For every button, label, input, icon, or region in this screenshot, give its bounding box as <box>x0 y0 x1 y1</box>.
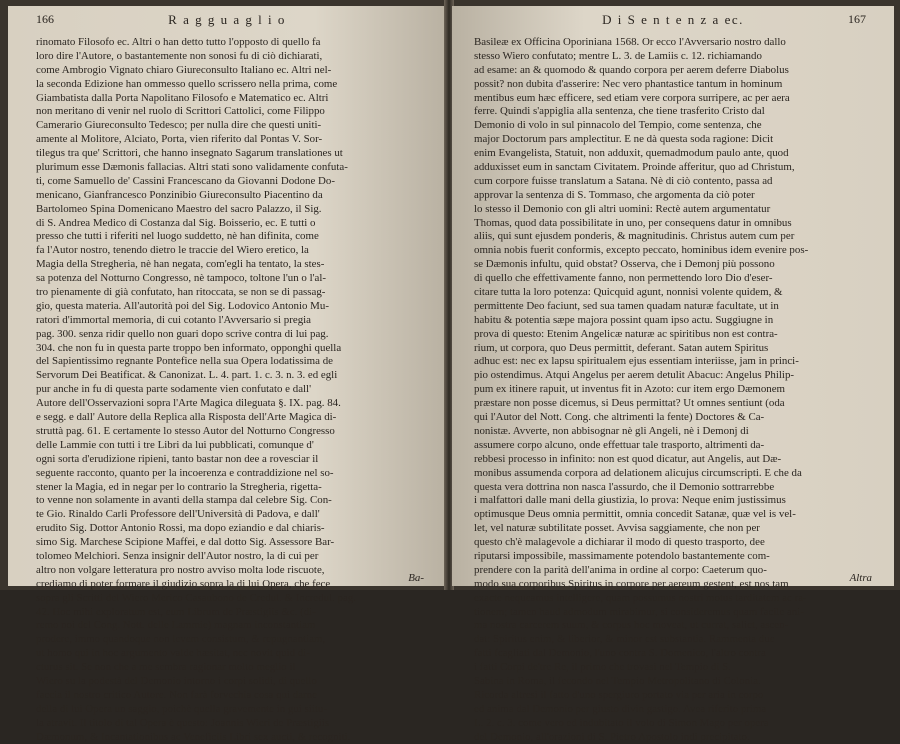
text-line: i malfattori dalle mani della giustizia, lo prova: Neque enim justissimus <box>474 494 786 507</box>
text-line: questa vera dottrina non nasca l'assurdo, che il Demonio sottrarrebbe <box>474 480 775 493</box>
text-line: della di lui Opera un saggio, poichè quella gravemente in gui siitu- <box>36 702 327 715</box>
text-line: erudito Sig. Dottor Antonio Rossi, ma dopo eziandio e dal chiaris- <box>36 522 325 535</box>
text-line: plurimum esse Dæmonis fallacias. Altri stati sono validamente confuta- <box>36 161 348 174</box>
text-line: Bartolomeo Spina Domenicano Maestro del sacro Palazzo, il Sig. <box>36 202 322 215</box>
left-page <box>8 6 446 743</box>
left-page-header <box>8 12 446 28</box>
text-line: la seconda Edizione han ommesso quello scrissero nella prima, come <box>36 77 338 90</box>
text-line: nonistæ. Avverte, non abbisognar nè gli Angeli, nè i Demonj di <box>474 424 749 437</box>
text-line: adduxisset eum in sanctam Civitatem. Proinde afferitur, quo ad Christum, <box>474 161 795 174</box>
text-line: cturus sit. Se non che a me sembra ragionar molto meglio il <box>36 661 296 674</box>
text-line: struttà pag. 61. E certamente lo stesso Autor del Notturno Congresso <box>36 424 335 437</box>
left-running-title: R a g g u a g l i o <box>168 12 286 27</box>
text-line: di S. Andrea Medico di Costanza dal Sig. Boisserio, ec. E tutti o <box>36 216 316 229</box>
text-line: loro dire l'Autore, o bastantemente non sonosi fu di ciò dichiarati, <box>36 49 323 62</box>
text-line: L. 2. c. 3. come vero ed indubitato il volo di Simon Mago per opera <box>474 716 769 729</box>
text-line: pum ex itinere rapuit, ut inventus fit in Azoto: cur item ergo Dæmonem <box>474 383 786 396</box>
text-line: let, vel naturæ subtilitate posset. Avvisa saggiamente, che non per <box>474 522 760 535</box>
text-line: i fatti Corpi de'tre Re, il primo che trovasi nel Tempio di S. <box>474 661 731 674</box>
text-line: fa l'Autor nostro, tenendo dietro le traccie del Wiero eretico, la <box>36 244 309 257</box>
text-line: seguente racconto, quanto per la incoerenza e contraddizione nel so- <box>36 466 334 479</box>
text-line: prodere, immo quandoque non levem consistum, & repugnantiam, <box>36 633 326 646</box>
text-line: Autore dell'Osservazioni sopra l'Arte Magica dileguata §. IX. pag. 84. <box>36 397 341 410</box>
text-line: adhuc est: nec ex lapsu spiritualem ejus essentiam interiisse, jam in princi- <box>474 355 799 368</box>
text-line: non meritano di venir nel ruolo di Scrittori Cattolici, come Filippo <box>36 105 325 118</box>
right-running-title: D i S e n t e n z a ec. <box>602 12 744 27</box>
text-line: la atravit. Il titolo di tal Opera è questo: Joannis Wieri de Præstigiis <box>36 716 330 729</box>
text-line: enim Evangelista, Statuit, non adduxit, quemadmodum paulo ante, quod <box>474 147 789 160</box>
text-line: fatti fcagliati dal Demonio, l'uno contra S. Domenico, l'altro contra <box>474 647 766 660</box>
text-line: Sabina in Roma, il fecondo nel Tempio Metropolitano di Colonia. <box>474 674 761 687</box>
text-line: rebbesi processo in infinito: non est quod dicatur, aut Angelis, aut Dæ- <box>474 452 782 465</box>
text-line: dat: Spiritus enim, & liberior, & minor est substantia. Rammenta due <box>474 633 775 646</box>
right-page-header <box>452 12 894 28</box>
text-line: possit? non dubita d'asserire: Nec vero phantastice tantum in hominum <box>474 77 783 90</box>
text-line: di quello che effettivamente fanno, non permettendo loro Dio d'eser- <box>474 272 773 285</box>
text-line: remo noi del Cong. Nott. delle Lammie) magnam inconstantiam <box>36 619 316 632</box>
text-line: questo ch'è malagevole a dichiarar il modo di questo trasporto, dee <box>474 536 765 549</box>
left-catchword: Ba- <box>408 572 424 584</box>
text-line: riputarsi impossibile, massimamente potendolo bastantemente com- <box>474 549 770 562</box>
text-line: qui l'Autor del Nott. Cong. che altrimenti la fente) Doctores & Ca- <box>474 411 765 424</box>
text-line: rium, ut corpora, quo Deus permittit, deferant. Satan autem Spiritus <box>474 341 769 354</box>
text-line: ogni sorta d'erudizione ripieni, tanto bastar non dee a rovesciar il <box>36 452 319 465</box>
text-line: del Sapientissimo regnante Pontefice nella sua Opera lodatissima de <box>36 355 333 368</box>
text-line: stener la Magia, ed in negar per lo contrario la Stregheria, rigetta- <box>36 480 322 493</box>
text-line: crediamo di poter formare il giudizio sopra la di lui Opera, che fece <box>36 577 331 590</box>
text-line: stesso Wiero confutato; mentre L. 3. de Lamiis c. 12. richiamando <box>474 49 762 62</box>
text-line: omnia nobis fuerit conformis, excepto peccato, hominibus idem evenire pos- <box>474 244 809 257</box>
text-line: presso che tutti i riferiti nel luogo suddetto, nè han difinita, come <box>36 230 319 243</box>
text-line: lo stesso il Demonio con gli altri uomini: Rectè autem argumentatur <box>474 202 771 215</box>
text-line: citare tutta la loro potenza: Quicquid agunt, nonnisi volente quidem, & <box>474 286 783 299</box>
text-line: modo sua corporibus Spiritus in corpore per aereum gestent, est nos tam <box>474 577 789 590</box>
right-page <box>452 6 894 743</box>
text-line: assumere corpo alcuno, onde effettuar tale trasporto, altrimenti da- <box>474 438 765 451</box>
text-line: rinomato Filosofo ec. Altri o han detto tutto l'opposto di quello fa <box>36 36 321 48</box>
text-line: optimusque Deus omnia permittit, omnia concedit Satanæ, quæ vel is vel- <box>474 508 796 521</box>
text-line: sa potenza del Notturno Congresso, nè tampoco, toltone l'un o l'al- <box>36 272 327 285</box>
text-line: e segg. e dall' Autore della Replica alla Risposta dell'Arte Magica di- <box>36 411 337 424</box>
text-line: ed anima dal Demonio per giusto divin gastigo. Avea riferito prima <box>474 702 767 715</box>
text-line: se Dæmonis infultu, quid obstat? Osserva, che i Demonj più possono <box>474 258 775 271</box>
text-line: exacte nequeamus intelligere, quam possumus nostri motus tarditatem ac ra- <box>474 591 807 604</box>
text-line: ma nostra carcerem suum, & corpus hoc moveat, ut currat, saliet, ascen- <box>474 619 789 632</box>
text-line: menicano, Gianfrancesco Ponzinibio Giureconsulto Piacentino da <box>36 188 323 201</box>
text-line: aliis, qui sunt ejusdem ponderis, & magnitudinis. Christus autem cum per <box>474 230 795 243</box>
text-line: Camerario Giureconsulto Tedesco; per nulla dire che questi uniti- <box>36 119 322 132</box>
text-line: ut homo qui in hoc argumento valde hæsitat, nec novit quid di- <box>36 647 310 660</box>
text-line: prendere con la parità dell'anima in ordine al corpo: Caeterum quo- <box>474 563 767 576</box>
text-line: habitu & potentia sæpe majora possint quam ipso actu. Suggiugne in <box>474 313 774 326</box>
text-line: te Gio. Rinaldo Carli Professore dell'Università di Padova, e dall' <box>36 508 320 521</box>
text-line: ferre. Quindi s'appiglia alla sentenza, che tiene trasferito Cristo dal <box>474 105 765 118</box>
text-line: Thomas, quod data possibilitate in uno, per consequens datur in omnibus <box>474 216 792 229</box>
right-page-number: 167 <box>848 12 866 26</box>
text-line: amente al Molitore, Alciato, Porta, vien riferito dal Pontas V. Sor- <box>36 133 323 146</box>
text-line: approvar la sentenza di S. Tommaso, che argomenta da ciò poter <box>474 188 755 201</box>
text-line: permittente Deo faciunt, sed sua tamen quadam naturæ facultate, ut in <box>474 299 779 312</box>
text-line: Demonio di volo in sul pinnacolo del Tempio, come sentenza, che <box>474 119 762 132</box>
text-line: Servorum Dei Beatificat. & Canonizat. L. 4. part. 1. c. 3. n. 3. ed egli <box>36 369 338 382</box>
text-line: 42. Hoc mihi exploratum est, eum Librum de Præstigiis &c. (di- <box>36 605 316 618</box>
text-line: Giambatista dalla Porta Napolitano Filosofo e Matematico ec. Altri <box>36 91 329 104</box>
text-line: major Doctorum pars amplectitur. E ne dà questa soda ragione: Dicit <box>474 133 774 146</box>
text-line: pio ostendimus. Atqui Angelus per aerem detulit Abacuc: Angelus Philip- <box>474 369 795 382</box>
text-line: cum corpore fuisse translatum a Satana. Nè di ciò contento, passa ad <box>474 174 773 187</box>
text-line: Magia della Stregheria, nè han negata, com'egli ha tentato, la stes- <box>36 258 325 271</box>
text-line: monibus assumenda corpora ad delationem alicujus circumscripti. E che da <box>474 466 802 479</box>
text-line: Ricorda altresì il fatto d'uno spergiuro portato via per aria in corpo <box>474 688 764 701</box>
left-page-text <box>36 36 424 743</box>
text-line: pur anche in fu di questa parte sodamente vien confutato e dall' <box>36 383 312 396</box>
text-line: 304. che non fu in questa parte troppo ben informato, opponghi quella <box>36 341 342 354</box>
text-line: ad esame: an & quomodo & quando corpora per aerem deferre Diabolus <box>474 63 789 76</box>
text-line: delle Lammie con tutti i tre Libri da lui pubblicati, comunque d' <box>36 438 314 451</box>
text-line: come Ambrogio Vignato chiaro Giureconsulto Italiano ec. Altri nel- <box>36 63 332 76</box>
text-line: tro pienamente di già confutato, han ritoccata, se non se di passag- <box>36 286 326 299</box>
text-line: faccia il nostro critico Autore. Non farà forvechia cosa qui darne <box>36 688 317 701</box>
text-line: tolomeo Melchiori. Senza insignir dell'Autor nostro, la di cui per <box>36 549 319 562</box>
text-line: ratori d'immortal memoria, di cui cotanto l'Avversario si pregia <box>36 313 311 326</box>
text-line: gio, questa materia. All'autorità poi del Sig. Lodovico Antonio Mu- <box>36 299 329 312</box>
text-line: to venne non solamente in avanti della stampa dal celebre Sig. Con- <box>36 494 332 507</box>
text-line: Basileæ ex Officina Oporiniana 1568. Or ecco l'Avversario nostro dallo <box>474 36 786 48</box>
left-page-number: 166 <box>36 12 54 26</box>
text-line: Dæmonum, & Incantationibus ac Veneficiis Libri sex aucti, & recogniti. <box>36 730 351 743</box>
text-line: tilegus tra que' Scrittori, che hanno insegnato Sagarum translationes ut <box>36 147 343 160</box>
text-line: altro non volgare letteratura pro nostro avviso molta lode riscuote, <box>36 563 325 576</box>
text-line: sopra gli Scritti del Wiero Merico Casaubono de Credul. & Incredul. pag. <box>36 591 356 604</box>
right-catchword: Altra <box>849 572 872 584</box>
text-line: præstare non posse dicemus, si Deus permittat? Ut omnes sentiunt (oda <box>474 397 785 410</box>
text-line: simo Sig. Marchese Scipione Maffei, e dal dotto Sig. Assessore Bar- <box>36 536 335 549</box>
text-line: tionem; tamen haud admodum mirabimur, si consideremus quam facile ani- <box>474 605 804 618</box>
text-line: del Demonio, all'orazioni di S. Pietro Apostolo indi precipitato. <box>474 730 750 743</box>
text-line: prova di questo: Etenim Angelicæ naturæ ac spiritibus non est contra- <box>474 327 778 340</box>
text-line: Wiero su la podestà del Demonio intorno i corpi solidi, di quello <box>36 674 317 687</box>
text-line: pag. 300. senza ridir quello non guari dopo scrive contra di lui pag. <box>36 327 329 340</box>
text-line: ti, come Samuello de' Cassini Francescano da Giovanni Dodone Do- <box>36 174 335 187</box>
text-line: mentibus eum hæc efficere, sed etiam vere corpora surripere, ac per aera <box>474 91 790 104</box>
